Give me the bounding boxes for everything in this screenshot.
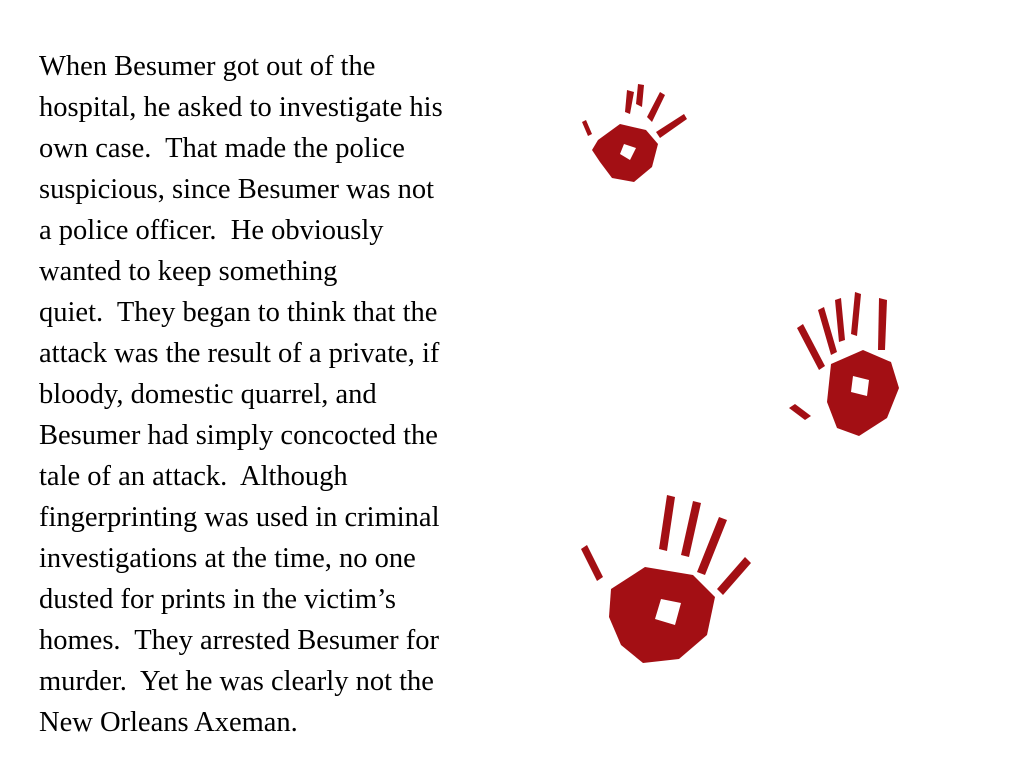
text-line: suspicious, since Besumer was not — [39, 174, 434, 205]
bloody-handprint-icon — [783, 280, 913, 440]
text-line: Besumer had simply concocted the — [39, 420, 438, 451]
text-line: New Orleans Axeman. — [39, 707, 298, 738]
text-line: bloody, domestic quarrel, and — [39, 379, 377, 410]
text-line: fingerprinting was used in criminal — [39, 502, 440, 533]
text-line: quiet. They began to think that the — [39, 297, 438, 328]
slide-body-text — [39, 46, 529, 743]
text-line: a police officer. He obviously — [39, 215, 384, 246]
text-line: attack was the result of a private, if — [39, 338, 440, 369]
bloody-handprint-icon — [575, 487, 775, 667]
bloody-handprint-icon — [572, 72, 712, 187]
text-line: murder. Yet he was clearly not the — [39, 666, 434, 697]
text-line: investigations at the time, no one — [39, 543, 416, 574]
text-line: hospital, he asked to investigate his — [39, 92, 443, 123]
text-line: wanted to keep something — [39, 256, 338, 287]
text-line: When Besumer got out of the — [39, 51, 376, 82]
text-line: own case. That made the police — [39, 133, 405, 164]
text-line: dusted for prints in the victim’s — [39, 584, 397, 615]
text-line: tale of an attack. Although — [39, 461, 348, 492]
text-line: homes. They arrested Besumer for — [39, 625, 439, 656]
